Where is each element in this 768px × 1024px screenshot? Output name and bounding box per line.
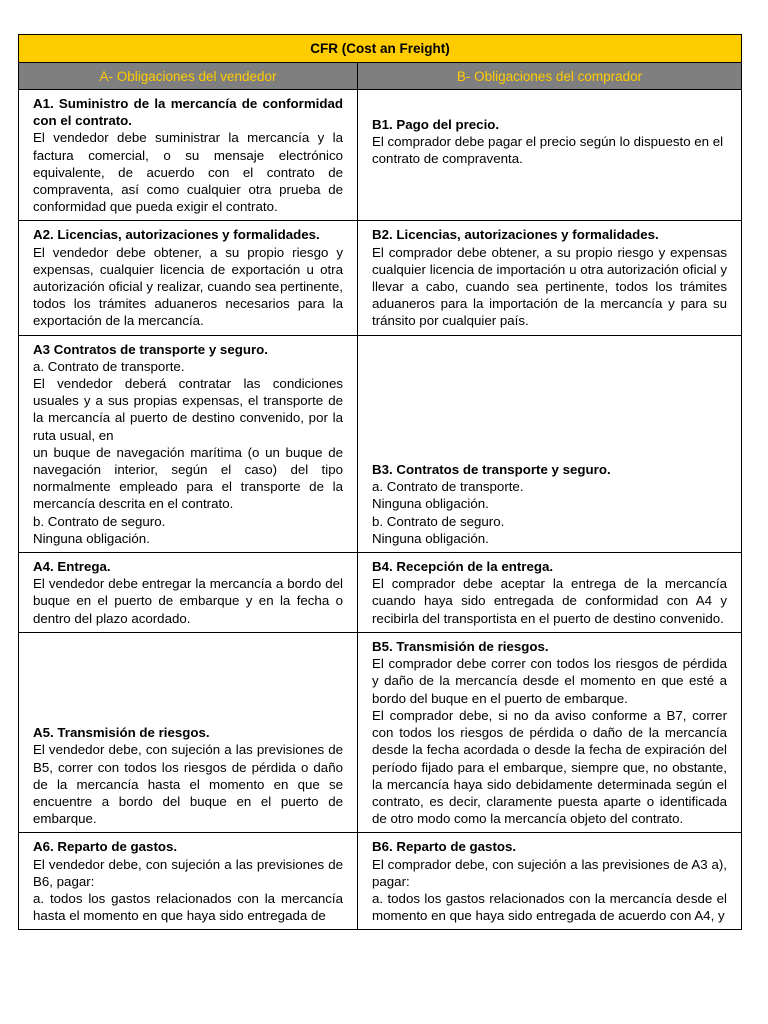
clause-heading: B2. Licencias, autorizaciones y formalidades.: [372, 227, 659, 243]
buyer-column-header: B- Obligaciones del comprador: [358, 63, 742, 90]
clause-text: El vendedor debe, con sujeción a las previsiones de B5, correr con todos los riesgos de pérdida o daño de la mercancía hasta el momento en que se encuentre a bordo del buque en el puerto de embarque.: [33, 742, 343, 827]
clause-text: El vendedor debe entregar la mercancía a bordo del buque en el puerto de embarque y en la fecha o dentro del plazo acordado.: [33, 576, 343, 626]
buyer-cell-b4: [358, 553, 742, 633]
seller-cell-a1: [19, 90, 358, 221]
clause-text: El comprador debe pagar el precio según lo dispuesto en el contrato de compraventa.: [372, 134, 724, 167]
clause-text: El comprador debe obtener, a su propio riesgo y expensas cualquier licencia de importación u otra autorización oficial y llevar a cabo, cuando sea pertinente, todos los trámites aduaneros para la importación de la mercancía y para su tránsito por cualquier país.: [372, 244, 727, 329]
clause-text: Ninguna obligación.: [33, 530, 150, 546]
clause-text: El comprador debe correr con todos los riesgos de pérdida y daño de la mercancía desde el momento en que esté a bordo del buque en el puerto de embarque.: [372, 656, 727, 706]
seller-cell-a6: [19, 833, 358, 930]
clause-text: El comprador debe, con sujeción a las previsiones de A3 a), pagar:: [372, 856, 727, 889]
clause-text: un buque de navegación marítima (o un buque de navegación interior, según el caso) del tipo normalmente empleado para el transporte de la mercancía descrita en el contrato.: [33, 444, 343, 512]
clause-text: El comprador debe, si no da aviso conforme a B7, correr con todos los riesgos de pérdida o daño de la mercancía desde la fecha acordada o desde la fecha de expiración del período fijado para el embarque, siempre que, no obstante, la mercancía haya sido debidamente determinada según el contrato, es decir, claramente puesta aparte o identificada de otro modo como la mercancía objeto del contrato.: [372, 707, 727, 827]
clause-text: Ninguna obligación.: [372, 530, 489, 546]
table-row: [19, 221, 742, 335]
buyer-cell-b3: [358, 335, 742, 552]
clause-subheading: a. Contrato de transporte.: [372, 479, 524, 495]
clause-heading: A1. Suministro de la mercancía de conformidad con el contrato.: [33, 96, 343, 129]
seller-cell-a3: [19, 335, 358, 552]
cfr-table: [18, 34, 742, 930]
seller-cell-a4: [19, 553, 358, 633]
clause-subheading: b. Contrato de seguro.: [33, 513, 166, 529]
clause-heading: A6. Reparto de gastos.: [33, 839, 178, 855]
buyer-cell-b2: [358, 221, 742, 335]
buyer-cell-b1: [358, 90, 742, 221]
seller-cell-a2: [19, 221, 358, 335]
clause-text: El vendedor deberá contratar las condiciones usuales y a sus propias expensas, el transporte de la mercancía al puerto de destino convenido, por la ruta usual, en: [33, 376, 343, 443]
clause-subheading: a. Contrato de transporte.: [33, 358, 185, 374]
table-row: [19, 335, 742, 552]
clause-text: El comprador debe aceptar la entrega de la mercancía cuando haya sido entregada de conformidad con A4 y recibirla del transportista en el puerto de destino convenido.: [372, 576, 727, 626]
clause-text: Ninguna obligación.: [372, 496, 489, 512]
clause-text: a. todos los gastos relacionados con la mercancía hasta el momento en que haya sido entregada de: [33, 890, 343, 924]
table-row: [19, 833, 742, 930]
table-row: [19, 633, 742, 833]
clause-heading: B5. Transmisión de riesgos.: [372, 639, 549, 655]
clause-subheading: b. Contrato de seguro.: [372, 513, 505, 529]
table-row: [19, 90, 742, 221]
clause-heading: A4. Entrega.: [33, 559, 111, 575]
clause-heading: B3. Contratos de transporte y seguro.: [372, 462, 611, 478]
clause-heading: B6. Reparto de gastos.: [372, 839, 517, 855]
table-row: [19, 553, 742, 633]
clause-text: El vendedor debe obtener, a su propio riesgo y expensas, cualquier licencia de exportación u otra autorización oficial y realizar, cuando sea pertinente, todos los trámites aduaneros necesarios para la exportación de la mercancía.: [33, 244, 343, 329]
clause-text: El vendedor debe, con sujeción a las previsiones de B6, pagar:: [33, 856, 343, 889]
clause-heading: A3 Contratos de transporte y seguro.: [33, 341, 268, 357]
clause-heading: B4. Recepción de la entrega.: [372, 559, 554, 575]
seller-column-header: A- Obligaciones del vendedor: [19, 63, 358, 90]
clause-heading: B1. Pago del precio.: [372, 117, 500, 132]
buyer-cell-b5: [358, 633, 742, 833]
clause-heading: A5. Transmisión de riesgos.: [33, 725, 210, 741]
clause-text: El vendedor debe suministrar la mercancía y la factura comercial, o su mensaje electrónico equivalente, de acuerdo con el contrato de compraventa, así como cualquier otra prueba de conformidad que pueda exigir el contrato.: [33, 130, 343, 215]
clause-heading: A2. Licencias, autorizaciones y formalidades.: [33, 227, 320, 243]
seller-cell-a5: [19, 633, 358, 833]
table-title: CFR (Cost an Freight): [19, 35, 742, 63]
clause-text: a. todos los gastos relacionados con la mercancía desde el momento en que haya sido entregada de acuerdo con A4, y: [372, 890, 727, 924]
title-row: [19, 35, 742, 63]
header-row: [19, 63, 742, 90]
buyer-cell-b6: [358, 833, 742, 930]
